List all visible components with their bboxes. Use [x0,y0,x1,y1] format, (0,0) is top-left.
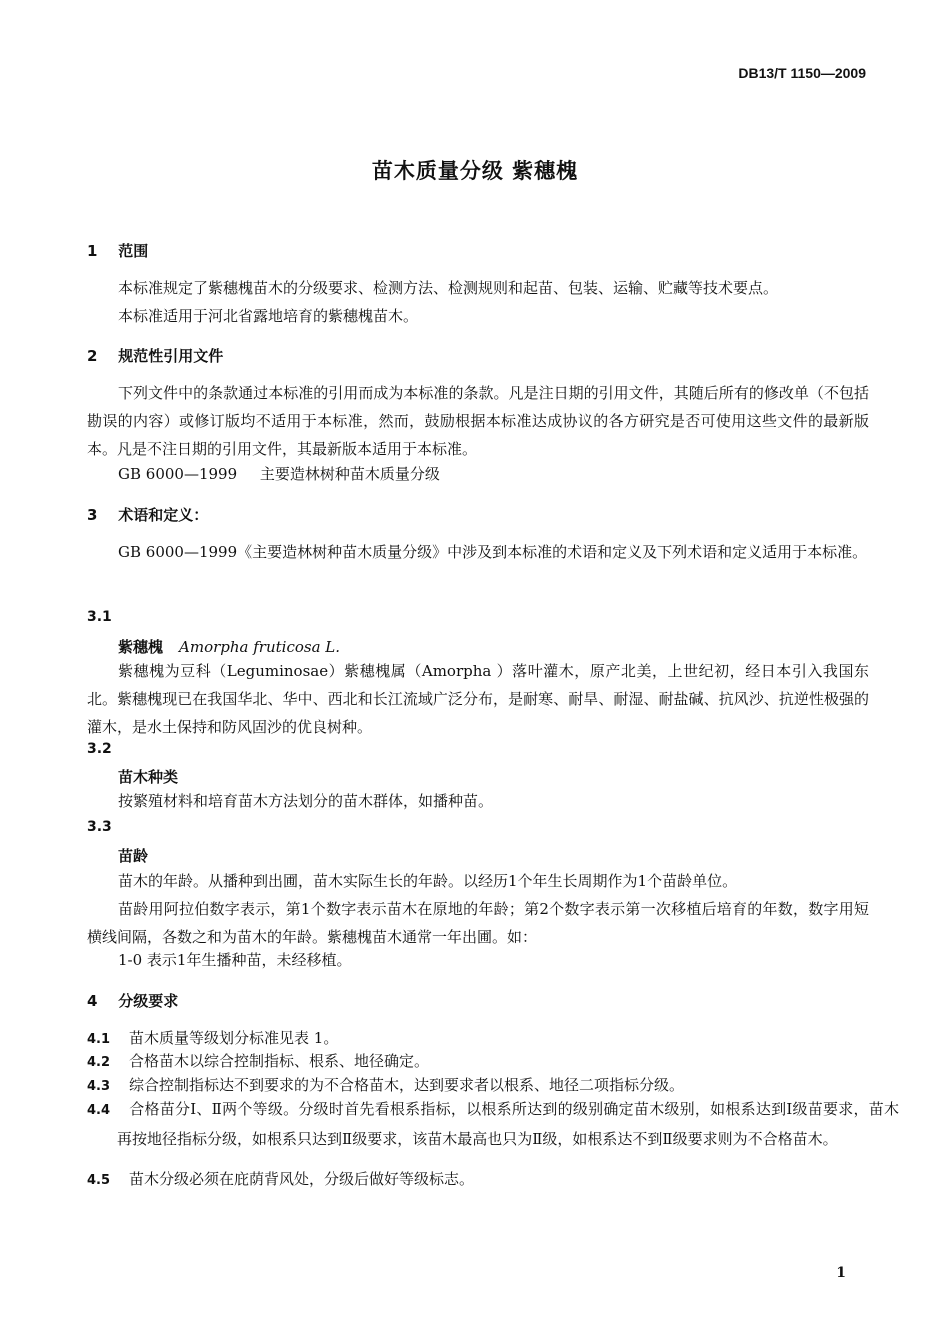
clause-number: 3.3 [87,819,112,835]
reference-title: 主要造林树种苗木质量分级 [259,465,440,483]
section-title: 分级要求 [118,992,179,1010]
section-number: 3 [87,506,98,524]
requirement-number: 4.2 [87,1055,111,1070]
document-title: 苗木质量分级 紫穗槐 [371,159,579,183]
requirement-text: 合格苗分Ⅰ、Ⅱ两个等级。分级时首先看根系指标，以根系所达到的级别确定苗木级别，如根系达到Ⅰ级苗要求，苗木再按地径指标分级，如根系只达到Ⅱ级要求，该苗木最高也只为Ⅱ级，如根系达不到Ⅱ级要求则为不合格苗木。 [117,1100,899,1148]
requirement-text: 合格苗木以综合控制指标、根系、地径确定。 [129,1052,430,1070]
section-number: 2 [87,347,98,365]
term-name: 紫穗槐 [118,638,164,656]
term-example: 1-0 表示1年生播种苗，未经移植。 [118,951,352,969]
section-title: 范围 [118,242,149,260]
term-name: 苗龄 [118,847,149,865]
requirement-text: 苗木质量等级划分标准见表 1。 [129,1029,339,1047]
requirement-number: 4.5 [87,1173,111,1188]
section-1-heading [87,240,148,261]
term-name: 苗木种类 [118,768,179,786]
requirement-item [87,1165,899,1195]
term-definition: 紫穗槐为豆科（Leguminosae）紫穗槐属（Amorpha ）落叶灌木，原产北美，上世纪初，经日本引入我国东北。紫穗槐现已在我国华北、华中、西北和长江流域广泛分布，是耐寒、耐旱、耐湿、耐盐碱、抗风沙、抗逆性极强的灌木，是水土保持和防风固沙的优良树种。 [87,662,869,736]
requirement-number: 4.1 [87,1032,111,1047]
term-entry [118,636,340,657]
page-number: 1 [836,1265,846,1281]
term-entry [118,766,178,787]
term-definition: 苗木的年龄。从播种到出圃，苗木实际生长的年龄。以经历1个年生长周期作为1个苗龄单位。 [118,872,738,890]
section-title: 规范性引用文件 [118,347,224,365]
reference-entry [118,463,440,484]
requirement-number: 4.3 [87,1079,111,1094]
clause-number: 3.1 [87,609,112,625]
term-latin: Amorpha fruticosa L. [179,638,341,656]
term-definition: 按繁殖材料和培育苗木方法划分的苗木群体，如播种苗。 [118,792,494,810]
requirement-text: 苗木分级必须在庇荫背风处，分级后做好等级标志。 [129,1170,475,1188]
term-definition: 苗龄用阿拉伯数字表示，第1个数字表示苗木在原地的年龄；第2个数字表示第一次移植后培育的年数，数字用短横线间隔，各数之和为苗木的年龄。紫穗槐苗木通常一年出圃。如： [87,900,869,946]
section-4-heading [87,990,178,1011]
paragraph: GB 6000—1999《主要造林树种苗木质量分级》中涉及到本标准的术语和定义及下列术语和定义适用于本标准。 [118,543,868,561]
requirement-text: 综合控制指标达不到要求的为不合格苗木，达到要求者以根系、地径二项指标分级。 [129,1076,685,1094]
reference-code: GB 6000—1999 [118,465,238,483]
clause-number: 3.2 [87,741,112,757]
section-number: 4 [87,992,98,1010]
standard-code: DB13/T 1150—2009 [738,65,866,81]
paragraph: 下列文件中的条款通过本标准的引用而成为本标准的条款。凡是注日期的引用文件，其随后所有的修改单（不包括勘误的内容）或修订版均不适用于本标准，然而，鼓励根据本标准达成协议的各方研究是否可使用这些文件的最新版本。凡是不注日期的引用文件，其最新版本适用于本标准。 [87,384,869,458]
requirement-number: 4.4 [87,1103,111,1118]
requirement-item [87,1095,899,1153]
paragraph: 本标准规定了紫穗槐苗木的分级要求、检测方法、检测规则和起苗、包装、运输、贮藏等技术要点。 [118,279,779,297]
term-entry [118,845,148,866]
section-number: 1 [87,242,98,260]
section-title: 术语和定义： [118,506,209,524]
section-2-heading [87,345,223,366]
paragraph: 本标准适用于河北省露地培育的紫穗槐苗木。 [118,307,419,325]
section-3-heading [87,504,208,525]
